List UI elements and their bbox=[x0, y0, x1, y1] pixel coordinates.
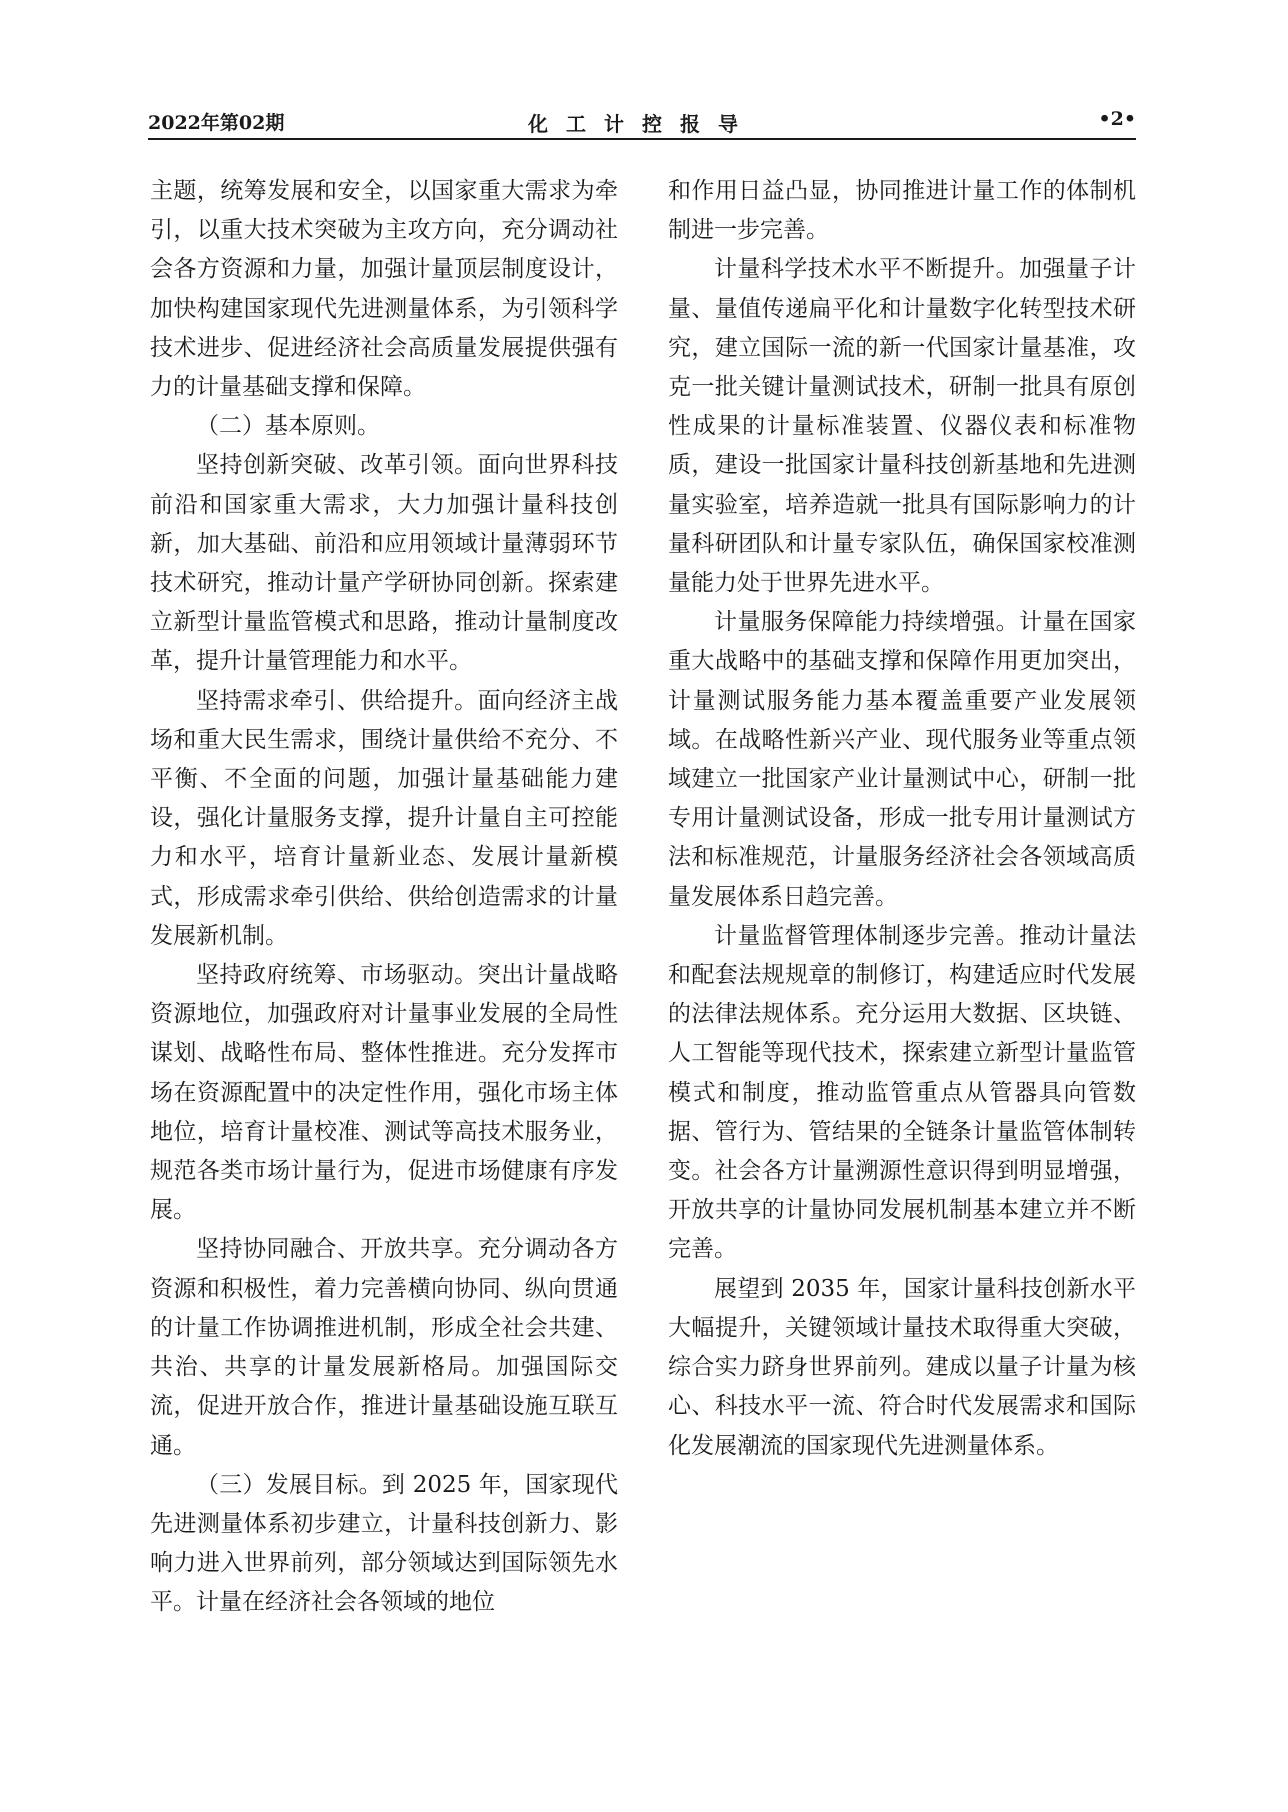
journal-title: 化工计控报导 bbox=[528, 112, 756, 136]
left-column bbox=[150, 172, 618, 1623]
section-heading: （二）基本原则。 bbox=[196, 413, 380, 440]
paragraph: 主题，统筹发展和安全，以国家重大需求为牵引，以重大技术突破为主攻方向，充分调动社会各方资源和力量，加强计量顶层制度设计，加快构建国家现代先进测量体系，为引领科学技术进步、促进经济社会高质量发展提供强有力的计量基础支撑和保障。 bbox=[150, 178, 618, 401]
paragraph: 坚持协同融合、开放共享。充分调动各方资源和积极性，着力完善横向协同、纵向贯通的计量工作协调推进机制，形成全社会共建、共治、共享的计量发展新格局。加强国际交流，促进开放合作，推进计量基础设施互联互通。 bbox=[150, 1236, 618, 1459]
issue-label: 2022年第02期 bbox=[148, 112, 285, 134]
paragraph: 坚持需求牵引、供给提升。面向经济主战场和重大民生需求，围绕计量供给不充分、不平衡、不全面的问题，加强计量基础能力建设，强化计量服务支撑，提升计量自主可控能力和水平，培育计量新业态、发展计量新模式，形成需求牵引供给、供给创造需求的计量发展新机制。 bbox=[150, 687, 618, 949]
paragraph: 展望到 2035 年，国家计量科技创新水平大幅提升，关键领域计量技术取得重大突破，综合实力跻身世界前列。建成以量子计量为核心、科技水平一流、符合时代发展需求和国际化发展潮流的国家现代先进测量体系。 bbox=[668, 1275, 1136, 1459]
page-header bbox=[148, 106, 1136, 142]
paragraph: 和作用日益凸显，协同推进计量工作的体制机制进一步完善。 bbox=[668, 178, 1136, 244]
right-column bbox=[668, 172, 1136, 1466]
paragraph: 计量科学技术水平不断提升。加强量子计量、量值传递扁平化和计量数字化转型技术研究，建立国际一流的新一代国家计量基准，攻克一批关键计量测试技术，研制一批具有原创性成果的计量标准装置、仪器仪表和标准物质，建设一批国家计量科技创新基地和先进测量实验室，培养造就一批具有国际影响力的计量科研团队和计量专家队伍，确保国家校准测量能力处于世界先进水平。 bbox=[668, 256, 1136, 597]
paragraph: 计量监督管理体制逐步完善。推动计量法和配套法规规章的制修订，构建适应时代发展的法律法规体系。充分运用大数据、区块链、人工智能等现代技术，探索建立新型计量监管模式和制度，推动监管重点从管器具向管数据、管行为、管结果的全链条计量监管体制转变。社会各方计量溯源性意识得到明显增强，开放共享的计量协同发展机制基本建立并不断完善。 bbox=[668, 922, 1136, 1263]
paragraph: 坚持政府统筹、市场驱动。突出计量战略资源地位，加强政府对计量事业发展的全局性谋划、战略性布局、整体性推进。充分发挥市场在资源配置中的决定性作用，强化市场主体地位，培育计量校准、测试等高技术服务业，规范各类市场计量行为，促进市场健康有序发展。 bbox=[150, 962, 618, 1224]
paragraph: 计量服务保障能力持续增强。计量在国家重大战略中的基础支撑和保障作用更加突出，计量测试服务能力基本覆盖重要产业发展领域。在战略性新兴产业、现代服务业等重点领域建立一批国家产业计量测试中心，研制一批专用计量测试设备，形成一批专用计量测试方法和标准规范，计量服务经济社会各领域高质量发展体系日趋完善。 bbox=[668, 609, 1136, 910]
page-number: •2• bbox=[1098, 108, 1136, 130]
header-divider bbox=[148, 138, 1136, 140]
paragraph: （三）发展目标。到 2025 年，国家现代先进测量体系初步建立，计量科技创新力、影响力进入世界前列，部分领域达到国际领先水平。计量在经济社会各领域的地位 bbox=[150, 1471, 618, 1616]
paragraph: 坚持创新突破、改革引领。面向世界科技前沿和国家重大需求，大力加强计量科技创新，加大基础、前沿和应用领域计量薄弱环节技术研究，推动计量产学研协同创新。探索建立新型计量监管模式和思路，推动计量制度改革，提升计量管理能力和水平。 bbox=[150, 452, 618, 675]
